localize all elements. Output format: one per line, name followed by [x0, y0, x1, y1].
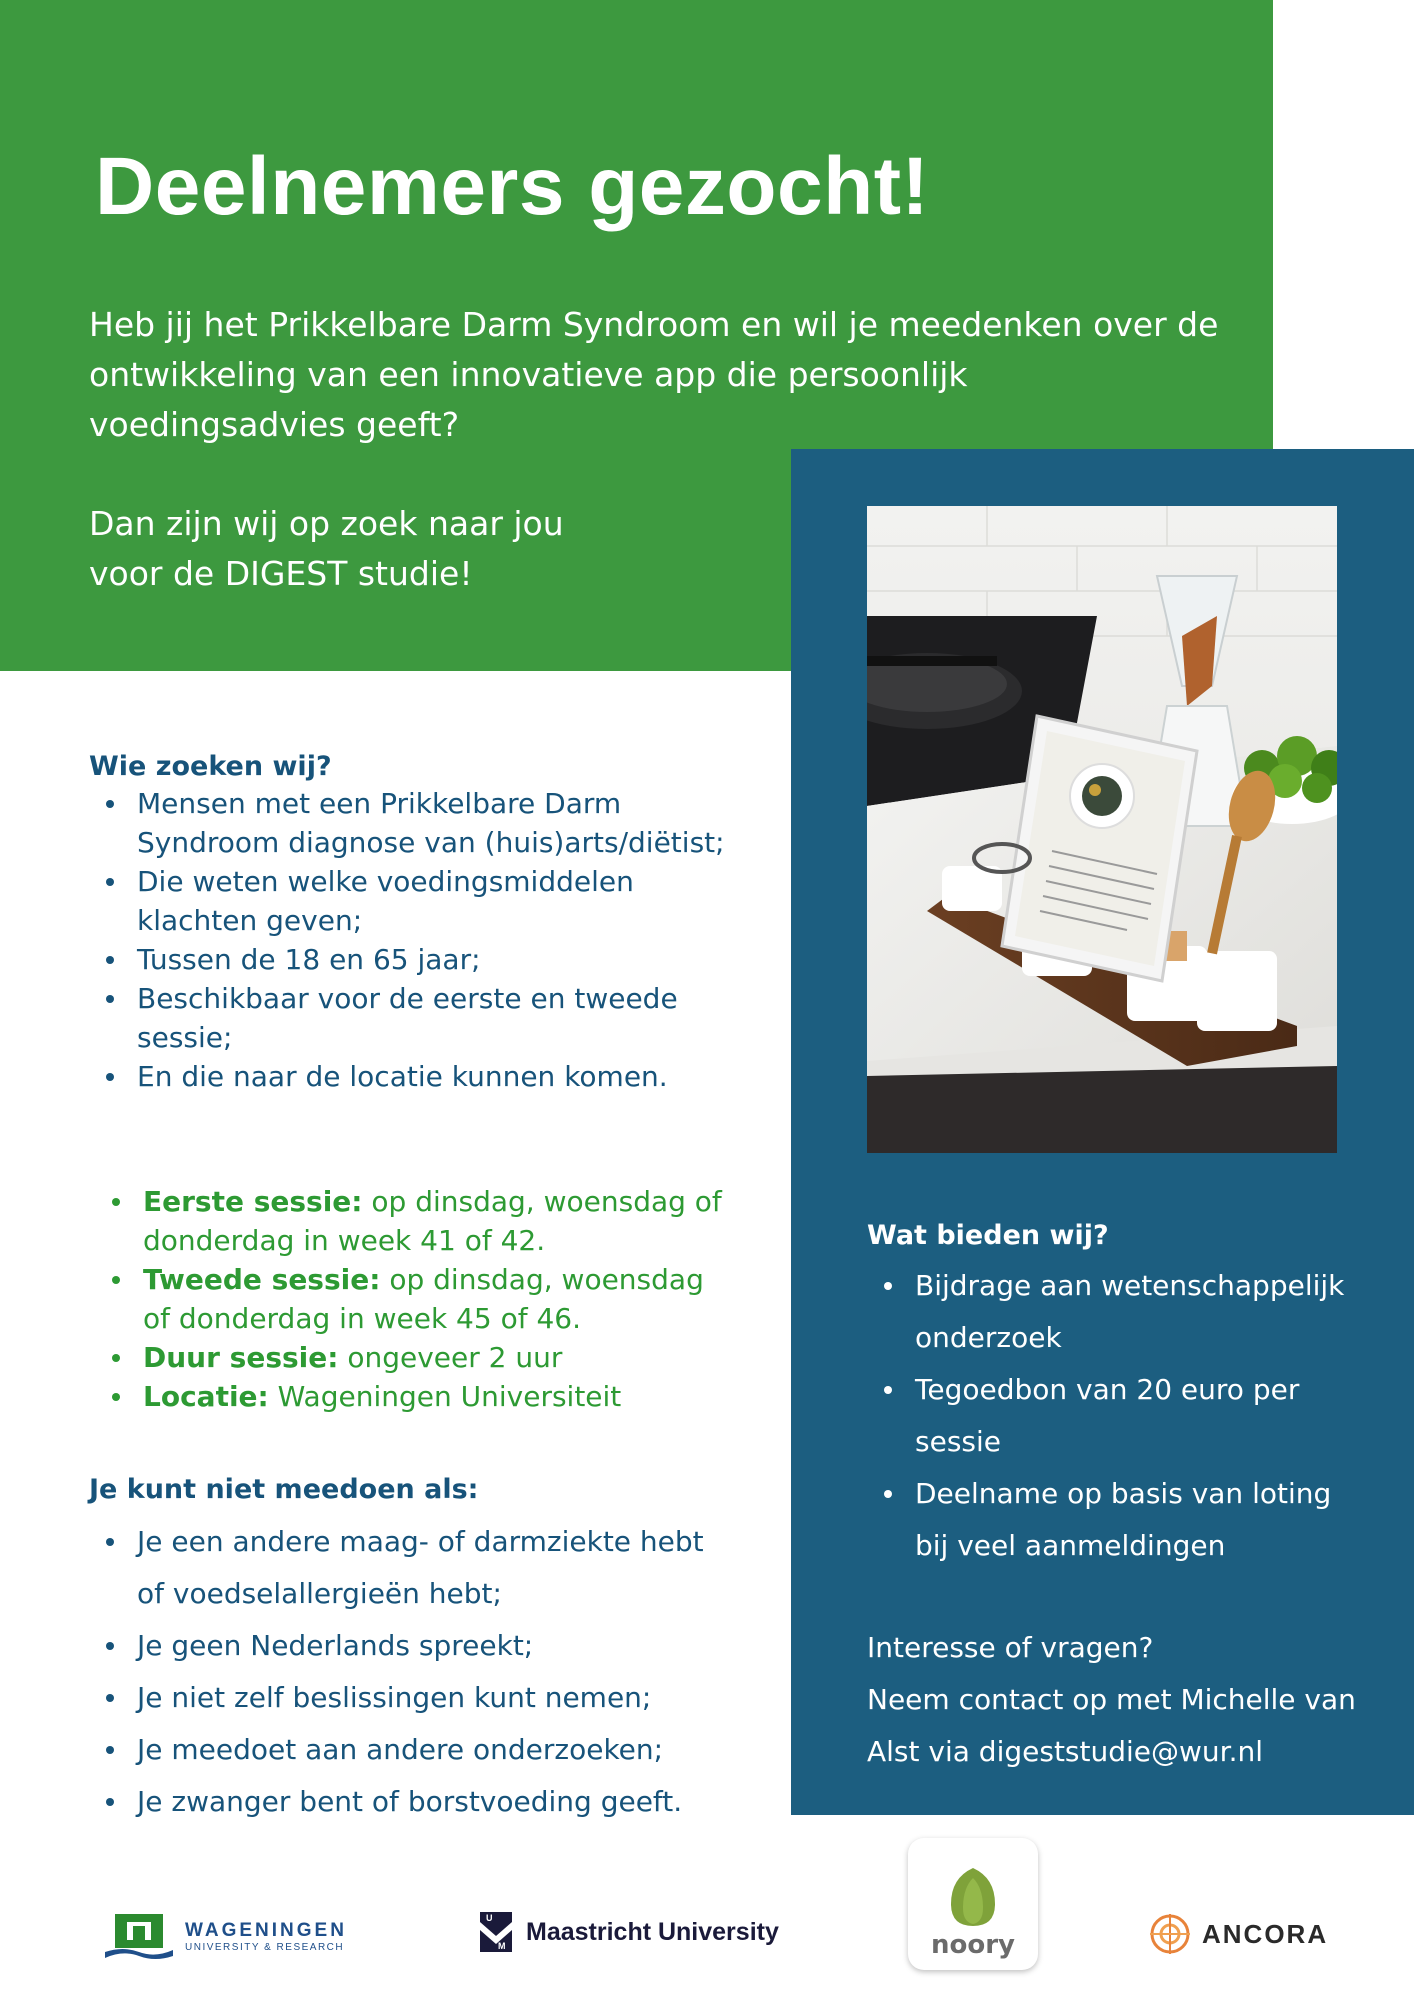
ancora-emblem-icon [1148, 1912, 1192, 1956]
sessie-item [95, 1260, 735, 1338]
list-item: Tegoedbon van 20 euro per sessie [867, 1364, 1367, 1468]
contact-details[interactable]: Neem contact op met Michelle van Alst via digeststudie@wur.nl [867, 1683, 1356, 1768]
list-item: Tussen de 18 en 65 jaar; [89, 940, 729, 979]
ancora-name: ANCORA [1202, 1918, 1329, 1949]
intro-text: Heb jij het Prikkelbare Darm Syndroom en wil je meedenken over de ontwikkeling van een innovatieve app die persoonlijk voedingsadvies geeft? [89, 305, 1219, 444]
list-item: Bijdrage aan wetenschappelijk onderzoek [867, 1260, 1367, 1364]
niet-meedoen-list [89, 1516, 729, 1828]
um-emblem-icon [478, 1910, 514, 1954]
list-item: Je meedoet aan andere onderzoeken; [89, 1724, 729, 1776]
noory-logo [908, 1838, 1038, 1970]
list-item: Beschikbaar voor de eerste en tweede sessie; [89, 979, 729, 1057]
list-item: Je een andere maag- of darmziekte hebt of voedselallergieën hebt; [89, 1516, 729, 1620]
sessie-item [95, 1338, 735, 1377]
list-item: Je geen Nederlands spreekt; [89, 1620, 729, 1672]
list-item: Mensen met een Prikkelbare Darm Syndroom diagnose van (huis)arts/diëtist; [89, 784, 729, 862]
sessie-text: op dinsdag, woensdag of donderdag in week 45 of 46. [143, 1263, 704, 1335]
list-item: Die weten welke voedingsmiddelen klachten geven; [89, 862, 729, 940]
call-line-2: voor de DIGEST studie! [89, 554, 473, 593]
sessie-label: Locatie: [143, 1380, 269, 1413]
sessie-label: Duur sessie: [143, 1341, 339, 1374]
um-mark-bottom: M [498, 1941, 506, 1951]
list-item: Je zwanger bent of borstvoeding geeft. [89, 1776, 729, 1828]
wie-zoeken-title: Wie zoeken wij? [89, 751, 332, 782]
list-item: Je niet zelf beslissingen kunt nemen; [89, 1672, 729, 1724]
wat-bieden-title: Wat bieden wij? [867, 1220, 1109, 1251]
noory-tulip-icon [943, 1864, 1003, 1930]
sessie-text: op dinsdag, woensdag of donderdag in week 41 of 42. [143, 1185, 722, 1257]
sessie-text: ongeveer 2 uur [347, 1341, 563, 1374]
um-name: Maastricht University [526, 1917, 779, 1946]
list-item: Deelname op basis van loting bij veel aanmeldingen [867, 1468, 1367, 1572]
list-item: En die naar de locatie kunnen komen. [89, 1057, 729, 1096]
sessie-item [95, 1377, 735, 1416]
wur-name: WAGENINGEN [185, 1919, 347, 1941]
wur-emblem-icon [103, 1912, 175, 1960]
wat-bieden-list [867, 1260, 1367, 1572]
sessie-list [95, 1182, 735, 1416]
contact-question: Interesse of vragen? [867, 1631, 1154, 1664]
call-text [89, 499, 564, 599]
sessie-label: Tweede sessie: [143, 1263, 381, 1296]
wageningen-logo [103, 1912, 347, 1960]
maastricht-logo [478, 1910, 779, 1954]
wie-zoeken-list [89, 784, 729, 1096]
sessie-item [95, 1182, 735, 1260]
kitchen-tablet-photo [867, 506, 1337, 1153]
wur-subtitle: UNIVERSITY & RESEARCH [185, 1941, 345, 1953]
ancora-logo [1148, 1912, 1328, 1956]
contact-info [867, 1622, 1387, 1778]
page-title: Deelnemers gezocht! [95, 141, 930, 232]
call-line-1: Dan zijn wij op zoek naar jou [89, 504, 564, 543]
sessie-text: Wageningen Universiteit [277, 1380, 622, 1413]
niet-meedoen-title: Je kunt niet meedoen als: [89, 1474, 479, 1505]
sessie-label: Eerste sessie: [143, 1185, 363, 1218]
um-mark-top: U [486, 1913, 493, 1923]
noory-name: noory [930, 1930, 1015, 1960]
